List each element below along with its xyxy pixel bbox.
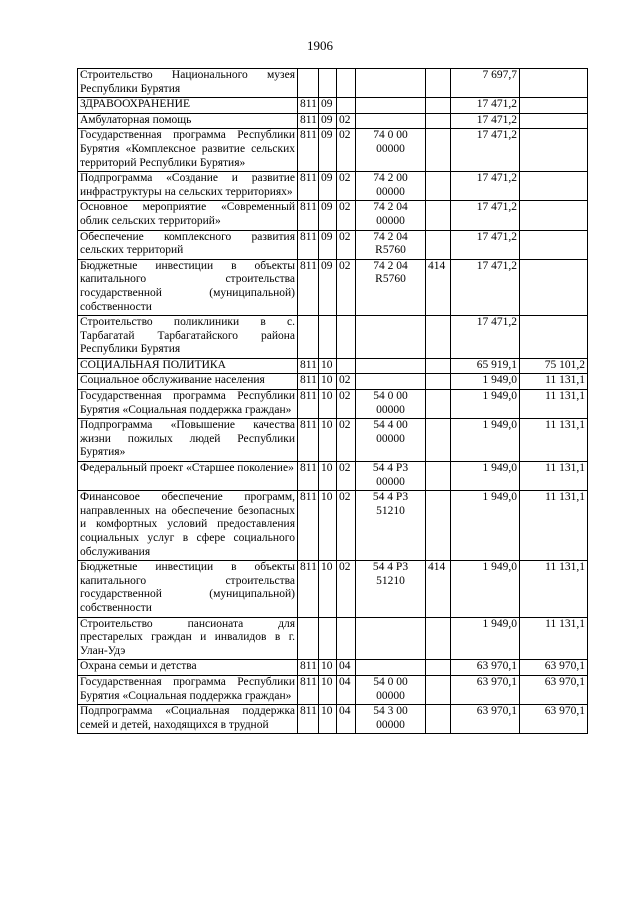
ministry-code-cell: 811 xyxy=(298,705,319,734)
subsection-code-cell: 04 xyxy=(337,705,356,734)
ministry-code-cell: 811 xyxy=(298,172,319,201)
target-article-cell: 54 4 P3 51210 xyxy=(356,491,426,561)
subsection-code-cell: 02 xyxy=(337,462,356,491)
expense-type-cell xyxy=(426,390,451,419)
expense-type-cell xyxy=(426,358,451,374)
subsection-code-cell xyxy=(337,358,356,374)
table-row xyxy=(78,358,588,374)
expense-type-cell xyxy=(426,675,451,704)
amount-year-2-cell: 11 131,1 xyxy=(520,390,588,419)
target-article-cell: 74 2 04 R5760 xyxy=(356,259,426,315)
amount-year-2-cell: 11 131,1 xyxy=(520,374,588,390)
subsection-code-cell xyxy=(337,316,356,359)
subsection-code-cell: 02 xyxy=(337,419,356,462)
table-row xyxy=(78,660,588,676)
target-article-cell xyxy=(356,660,426,676)
ministry-code-cell xyxy=(298,69,319,98)
table-row xyxy=(78,675,588,704)
expense-name-cell: СОЦИАЛЬНАЯ ПОЛИТИКА xyxy=(78,358,298,374)
table-row xyxy=(78,129,588,172)
ministry-code-cell: 811 xyxy=(298,230,319,259)
subsection-code-cell: 04 xyxy=(337,675,356,704)
target-article-cell: 54 4 00 00000 xyxy=(356,419,426,462)
expense-type-cell: 414 xyxy=(426,561,451,617)
target-article-cell xyxy=(356,316,426,359)
budget-table xyxy=(77,68,588,734)
table-row xyxy=(78,259,588,315)
expense-type-cell xyxy=(426,230,451,259)
amount-year-1-cell: 63 970,1 xyxy=(451,660,520,676)
amount-year-2-cell xyxy=(520,172,588,201)
amount-year-1-cell: 1 949,0 xyxy=(451,419,520,462)
ministry-code-cell: 811 xyxy=(298,561,319,617)
expense-type-cell: 414 xyxy=(426,259,451,315)
section-code-cell xyxy=(319,316,337,359)
amount-year-1-cell: 7 697,7 xyxy=(451,69,520,98)
amount-year-2-cell xyxy=(520,129,588,172)
target-article-cell: 74 2 04 R5760 xyxy=(356,230,426,259)
amount-year-1-cell: 17 471,2 xyxy=(451,113,520,129)
amount-year-1-cell: 1 949,0 xyxy=(451,617,520,660)
section-code-cell: 09 xyxy=(319,129,337,172)
amount-year-2-cell xyxy=(520,316,588,359)
amount-year-1-cell: 17 471,2 xyxy=(451,98,520,114)
section-code-cell: 10 xyxy=(319,462,337,491)
ministry-code-cell xyxy=(298,316,319,359)
table-row xyxy=(78,230,588,259)
section-code-cell: 10 xyxy=(319,358,337,374)
expense-name-cell: Государственная программа Республики Бурятия «Социальная поддержка граждан» xyxy=(78,675,298,704)
ministry-code-cell: 811 xyxy=(298,129,319,172)
expense-name-cell: Бюджетные инвестиции в объекты капитального строительства государственной (муниципальной) собственности xyxy=(78,259,298,315)
expense-type-cell xyxy=(426,113,451,129)
target-article-cell: 54 4 P3 00000 xyxy=(356,462,426,491)
amount-year-2-cell xyxy=(520,230,588,259)
table-row xyxy=(78,201,588,230)
amount-year-2-cell: 11 131,1 xyxy=(520,462,588,491)
ministry-code-cell: 811 xyxy=(298,374,319,390)
table-row xyxy=(78,561,588,617)
expense-name-cell: Государственная программа Республики Бурятия «Комплексное развитие сельских территорий Республики Бурятия» xyxy=(78,129,298,172)
expense-name-cell: Обеспечение комплексного развития сельских территорий xyxy=(78,230,298,259)
ministry-code-cell: 811 xyxy=(298,201,319,230)
table-row xyxy=(78,374,588,390)
section-code-cell: 10 xyxy=(319,660,337,676)
amount-year-2-cell xyxy=(520,98,588,114)
amount-year-2-cell xyxy=(520,259,588,315)
amount-year-1-cell: 17 471,2 xyxy=(451,129,520,172)
subsection-code-cell: 02 xyxy=(337,129,356,172)
amount-year-2-cell: 11 131,1 xyxy=(520,491,588,561)
ministry-code-cell: 811 xyxy=(298,462,319,491)
expense-name-cell: Охрана семьи и детства xyxy=(78,660,298,676)
table-row xyxy=(78,390,588,419)
expense-name-cell: Федеральный проект «Старшее поколение» xyxy=(78,462,298,491)
ministry-code-cell xyxy=(298,617,319,660)
table-row xyxy=(78,617,588,660)
ministry-code-cell: 811 xyxy=(298,660,319,676)
expense-name-cell: Основное мероприятие «Современный облик сельских территорий» xyxy=(78,201,298,230)
subsection-code-cell: 02 xyxy=(337,201,356,230)
amount-year-1-cell: 17 471,2 xyxy=(451,259,520,315)
expense-name-cell: ЗДРАВООХРАНЕНИЕ xyxy=(78,98,298,114)
section-code-cell: 10 xyxy=(319,374,337,390)
section-code-cell xyxy=(319,69,337,98)
section-code-cell: 10 xyxy=(319,419,337,462)
expense-type-cell xyxy=(426,419,451,462)
expense-type-cell xyxy=(426,705,451,734)
expense-type-cell xyxy=(426,462,451,491)
table-row xyxy=(78,705,588,734)
amount-year-2-cell: 63 970,1 xyxy=(520,660,588,676)
subsection-code-cell: 04 xyxy=(337,660,356,676)
subsection-code-cell: 02 xyxy=(337,113,356,129)
ministry-code-cell: 811 xyxy=(298,358,319,374)
amount-year-1-cell: 1 949,0 xyxy=(451,462,520,491)
target-article-cell xyxy=(356,358,426,374)
expense-name-cell: Строительство Национального музея Республики Бурятия xyxy=(78,69,298,98)
expense-name-cell: Строительство пансионата для престарелых граждан и инвалидов в г. Улан-Удэ xyxy=(78,617,298,660)
expense-type-cell xyxy=(426,491,451,561)
section-code-cell: 10 xyxy=(319,705,337,734)
ministry-code-cell: 811 xyxy=(298,491,319,561)
amount-year-1-cell: 1 949,0 xyxy=(451,390,520,419)
table-row xyxy=(78,462,588,491)
expense-name-cell: Бюджетные инвестиции в объекты капитального строительства государственной (муниципальной) собственности xyxy=(78,561,298,617)
amount-year-1-cell: 63 970,1 xyxy=(451,675,520,704)
expense-name-cell: Социальное обслуживание населения xyxy=(78,374,298,390)
expense-type-cell xyxy=(426,316,451,359)
target-article-cell: 74 2 04 00000 xyxy=(356,201,426,230)
expense-name-cell: Строительство поликлиники в с. Тарбагатай Тарбагатайского района Республики Бурятия xyxy=(78,316,298,359)
expense-type-cell xyxy=(426,69,451,98)
section-code-cell: 09 xyxy=(319,259,337,315)
amount-year-2-cell xyxy=(520,201,588,230)
expense-type-cell xyxy=(426,172,451,201)
table-row xyxy=(78,419,588,462)
target-article-cell xyxy=(356,69,426,98)
expense-type-cell xyxy=(426,374,451,390)
amount-year-2-cell: 11 131,1 xyxy=(520,419,588,462)
expense-name-cell: Подпрограмма «Создание и развитие инфраструктуры на сельских территориях» xyxy=(78,172,298,201)
amount-year-1-cell: 63 970,1 xyxy=(451,705,520,734)
section-code-cell xyxy=(319,617,337,660)
subsection-code-cell: 02 xyxy=(337,172,356,201)
ministry-code-cell: 811 xyxy=(298,98,319,114)
subsection-code-cell xyxy=(337,98,356,114)
target-article-cell: 74 0 00 00000 xyxy=(356,129,426,172)
amount-year-1-cell: 17 471,2 xyxy=(451,201,520,230)
target-article-cell: 54 3 00 00000 xyxy=(356,705,426,734)
section-code-cell: 10 xyxy=(319,390,337,419)
ministry-code-cell: 811 xyxy=(298,675,319,704)
target-article-cell: 54 4 P3 51210 xyxy=(356,561,426,617)
target-article-cell xyxy=(356,98,426,114)
amount-year-2-cell: 11 131,1 xyxy=(520,561,588,617)
subsection-code-cell xyxy=(337,69,356,98)
section-code-cell: 09 xyxy=(319,172,337,201)
amount-year-2-cell: 63 970,1 xyxy=(520,675,588,704)
amount-year-1-cell: 1 949,0 xyxy=(451,374,520,390)
expense-type-cell xyxy=(426,660,451,676)
target-article-cell: 54 0 00 00000 xyxy=(356,675,426,704)
section-code-cell: 09 xyxy=(319,230,337,259)
amount-year-1-cell: 17 471,2 xyxy=(451,172,520,201)
amount-year-1-cell: 1 949,0 xyxy=(451,561,520,617)
subsection-code-cell: 02 xyxy=(337,561,356,617)
table-row xyxy=(78,98,588,114)
table-row xyxy=(78,113,588,129)
expense-type-cell xyxy=(426,201,451,230)
target-article-cell xyxy=(356,617,426,660)
table-row xyxy=(78,316,588,359)
subsection-code-cell: 02 xyxy=(337,390,356,419)
section-code-cell: 09 xyxy=(319,201,337,230)
expense-type-cell xyxy=(426,98,451,114)
section-code-cell: 09 xyxy=(319,113,337,129)
ministry-code-cell: 811 xyxy=(298,259,319,315)
page-number: 1906 xyxy=(307,38,333,53)
subsection-code-cell: 02 xyxy=(337,374,356,390)
table-row xyxy=(78,172,588,201)
table-row xyxy=(78,491,588,561)
subsection-code-cell: 02 xyxy=(337,230,356,259)
expense-name-cell: Финансовое обеспечение программ, направленных на обеспечение безопасных и комфортных условий предоставления социальных услуг в сфере социального обслуживания xyxy=(78,491,298,561)
target-article-cell: 54 0 00 00000 xyxy=(356,390,426,419)
section-code-cell: 10 xyxy=(319,491,337,561)
amount-year-2-cell xyxy=(520,113,588,129)
expense-name-cell: Государственная программа Республики Бурятия «Социальная поддержка граждан» xyxy=(78,390,298,419)
expense-name-cell: Подпрограмма «Социальная поддержка семей и детей, находящихся в трудной xyxy=(78,705,298,734)
target-article-cell xyxy=(356,113,426,129)
amount-year-2-cell: 75 101,2 xyxy=(520,358,588,374)
amount-year-1-cell: 17 471,2 xyxy=(451,316,520,359)
amount-year-2-cell: 11 131,1 xyxy=(520,617,588,660)
amount-year-1-cell: 65 919,1 xyxy=(451,358,520,374)
expense-name-cell: Подпрограмма «Повышение качества жизни пожилых людей Республики Бурятия» xyxy=(78,419,298,462)
amount-year-2-cell: 63 970,1 xyxy=(520,705,588,734)
amount-year-1-cell: 1 949,0 xyxy=(451,491,520,561)
subsection-code-cell: 02 xyxy=(337,259,356,315)
amount-year-1-cell: 17 471,2 xyxy=(451,230,520,259)
amount-year-2-cell xyxy=(520,69,588,98)
ministry-code-cell: 811 xyxy=(298,419,319,462)
expense-type-cell xyxy=(426,617,451,660)
section-code-cell: 10 xyxy=(319,675,337,704)
ministry-code-cell: 811 xyxy=(298,390,319,419)
subsection-code-cell xyxy=(337,617,356,660)
subsection-code-cell: 02 xyxy=(337,491,356,561)
section-code-cell: 09 xyxy=(319,98,337,114)
expense-type-cell xyxy=(426,129,451,172)
expense-name-cell: Амбулаторная помощь xyxy=(78,113,298,129)
ministry-code-cell: 811 xyxy=(298,113,319,129)
section-code-cell: 10 xyxy=(319,561,337,617)
table-row xyxy=(78,69,588,98)
target-article-cell xyxy=(356,374,426,390)
target-article-cell: 74 2 00 00000 xyxy=(356,172,426,201)
